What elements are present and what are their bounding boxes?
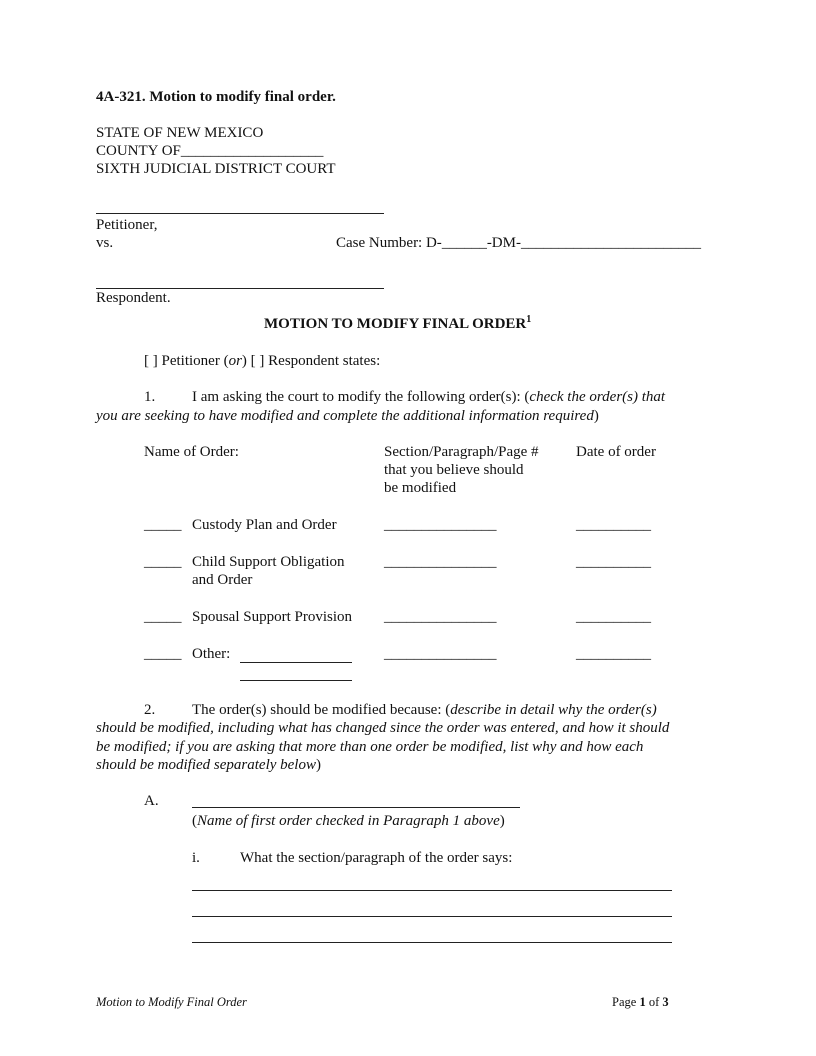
case-number-blank-2[interactable]: ________________________: [520, 235, 701, 251]
case-number: [336, 234, 701, 252]
row-other-check[interactable]: _____: [144, 646, 182, 662]
or-text: or: [228, 353, 242, 369]
para1-number: 1.: [144, 389, 156, 405]
para1-italic-2: you are seeking to have modified and complete the additional information required: [96, 408, 594, 424]
row-custody-section[interactable]: _______________: [384, 517, 497, 533]
row-child-support-section[interactable]: _______________: [384, 554, 497, 570]
petitioner-option: Petitioner: [161, 353, 220, 369]
para2-close: ): [315, 757, 321, 773]
or-open-paren: (: [223, 353, 229, 369]
section-a-caption: [192, 812, 505, 830]
court-district: SIXTH JUDICIAL DISTRICT COURT: [96, 161, 336, 177]
row-custody-check[interactable]: _____: [144, 517, 182, 533]
footnote-reference: 1: [526, 314, 532, 325]
row-other-date[interactable]: __________: [576, 646, 651, 662]
case-number-label: Case Number: D-: [336, 235, 442, 251]
petitioner-label: Petitioner,: [96, 217, 158, 233]
col-header-date: Date of order: [576, 444, 656, 460]
answer-line-3[interactable]: [192, 942, 672, 943]
answer-line-1[interactable]: [192, 890, 672, 891]
item-i-number: i.: [192, 850, 200, 866]
footer-title: Motion to Modify Final Order: [96, 995, 247, 1009]
para1-line2: [96, 407, 599, 425]
row-child-support-name-1: Child Support Obligation: [192, 554, 345, 570]
col-header-section-2: that you believe should: [384, 462, 524, 478]
case-number-dm: -DM-: [486, 235, 521, 251]
page-word: Page: [612, 995, 637, 1009]
para1-italic-1: check the order(s) that: [529, 389, 666, 405]
row-spousal-name: Spousal Support Provision: [192, 609, 353, 625]
para2-line4: [96, 756, 321, 774]
of-word: of: [648, 995, 660, 1009]
first-order-name-line[interactable]: [192, 807, 520, 808]
row-child-support-name-2: and Order: [192, 572, 253, 588]
col-header-section-1: Section/Paragraph/Page #: [384, 444, 539, 460]
para2-italic-1: describe in detail why the order(s): [450, 702, 657, 718]
row-child-support-check[interactable]: _____: [144, 554, 182, 570]
section-a-caption-text: Name of first order checked in Paragraph 1 above: [197, 813, 500, 829]
page-number: 1: [639, 995, 646, 1009]
para2-italic-4: should be modified separately below: [96, 757, 316, 773]
respondent-states-text: Respondent states:: [268, 353, 381, 369]
row-spousal-check[interactable]: _____: [144, 609, 182, 625]
page-indicator: [612, 993, 669, 1011]
case-number-blank-1[interactable]: ______: [441, 235, 487, 251]
petitioner-name-line[interactable]: [96, 213, 384, 214]
para1-text: I am asking the court to modify the following order(s): (: [192, 389, 530, 405]
motion-title: [264, 315, 531, 333]
page-total: 3: [662, 995, 669, 1009]
row-custody-date[interactable]: __________: [576, 517, 651, 533]
section-a-open: (: [192, 813, 197, 829]
answer-line-2[interactable]: [192, 916, 672, 917]
row-custody-name: Custody Plan and Order: [192, 517, 337, 533]
vs-label: vs.: [96, 235, 114, 251]
row-other-section[interactable]: _______________: [384, 646, 497, 662]
para2-text: The order(s) should be modified because: (: [192, 702, 451, 718]
party-states-line: [144, 352, 380, 370]
section-a-close: ): [499, 813, 505, 829]
motion-title-text: MOTION TO MODIFY FINAL ORDER: [264, 316, 527, 332]
para2-number: 2.: [144, 702, 156, 718]
row-other-name: Other:: [192, 646, 231, 662]
county-blank[interactable]: ___________________: [180, 143, 324, 159]
row-spousal-date[interactable]: __________: [576, 609, 651, 625]
section-a-letter: A.: [144, 793, 159, 809]
para1-close: ): [593, 408, 599, 424]
item-i-text: What the section/paragraph of the order says:: [240, 850, 513, 866]
row-spousal-section[interactable]: _______________: [384, 609, 497, 625]
para1-line1: [192, 388, 665, 406]
respondent-label: Respondent.: [96, 290, 171, 306]
para2-line2: should be modified, including what has changed since the order was entered, and how it should: [96, 720, 670, 736]
para2-line1: [192, 701, 657, 719]
court-state: STATE OF NEW MEXICO: [96, 125, 264, 141]
row-child-support-date[interactable]: __________: [576, 554, 651, 570]
petitioner-checkbox[interactable]: [ ]: [144, 353, 158, 369]
para2-line3: be modified; if you are asking that more than one order be modified, list why and how each: [96, 739, 644, 755]
form-title: 4A-321. Motion to modify final order.: [96, 89, 336, 105]
or-close-paren: ): [241, 353, 247, 369]
other-specify-line-1[interactable]: [240, 662, 352, 663]
court-county: [96, 142, 323, 160]
other-specify-line-2[interactable]: [240, 680, 352, 681]
col-header-name: Name of Order:: [144, 444, 239, 460]
respondent-checkbox[interactable]: [ ]: [250, 353, 265, 369]
col-header-section-3: be modified: [384, 480, 457, 496]
county-label: COUNTY OF: [96, 143, 181, 159]
